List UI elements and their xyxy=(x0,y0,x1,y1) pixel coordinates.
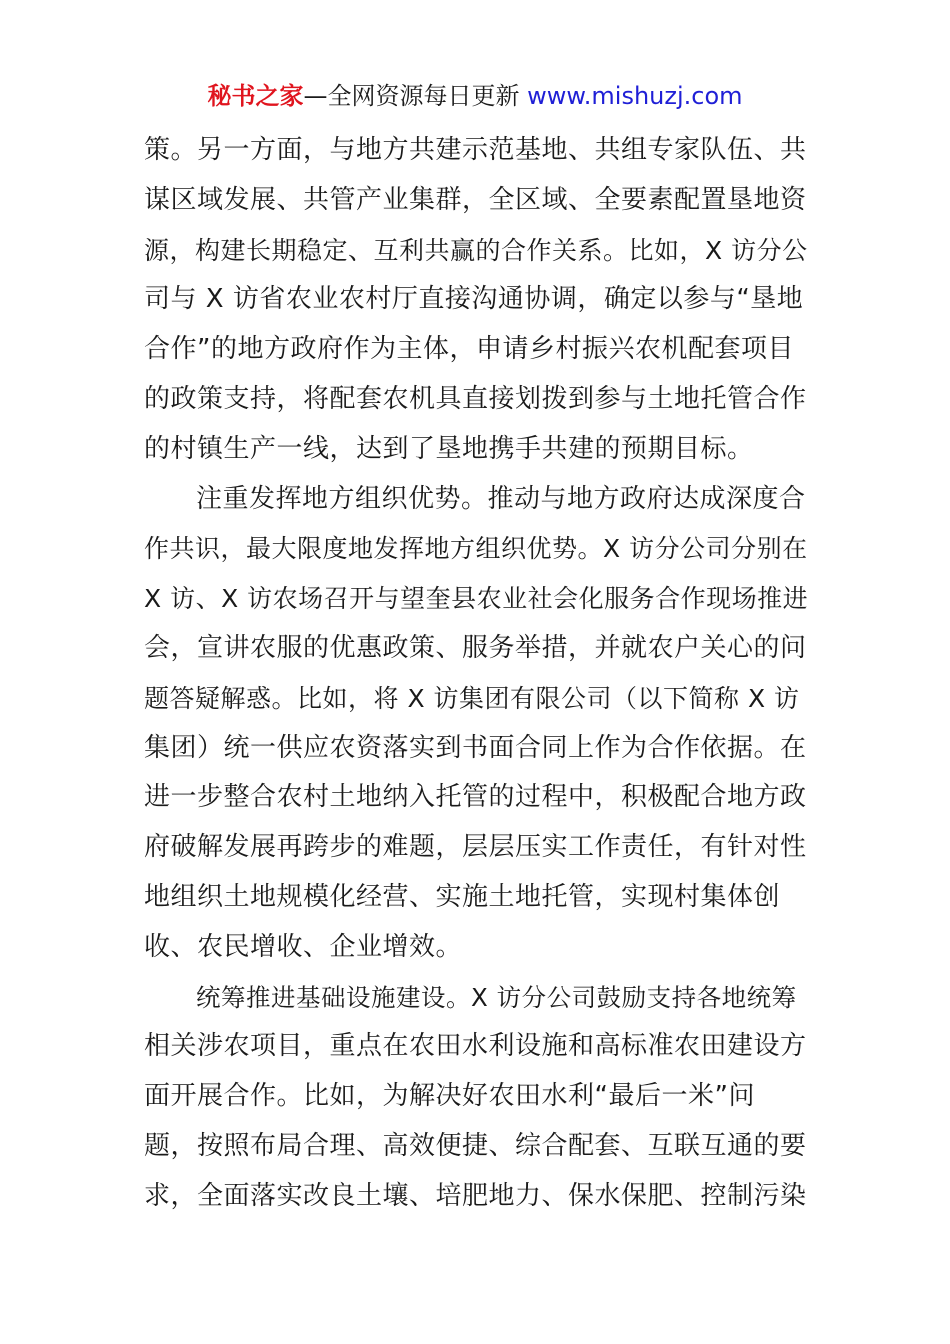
document-body xyxy=(144,126,808,1222)
text-line: 府破解发展再跨步的难题，层层压实工作责任，有针对性 xyxy=(144,832,807,863)
site-tagline: —全网资源每日更新 xyxy=(303,82,528,110)
text-line: 集团）统一供应农资落实到书面合同上作为合作依据。在 xyxy=(144,732,807,763)
text-line: 地组织土地规模化经营、实施土地托管，实现村集体创 xyxy=(144,881,781,912)
text-line: 收、农民增收、企业增效。 xyxy=(144,931,463,962)
text-line: 求，全面落实改良土壤、培肥地力、保水保肥、控制污染 xyxy=(144,1180,807,1211)
text-line: 策。另一方面，与地方共建示范基地、共组专家队伍、共 xyxy=(144,135,807,165)
text-line: 的村镇生产一线，达到了垦地携手共建的预期目标。 xyxy=(144,433,754,464)
text-line: 题答疑解惑。比如，将 X 访集团有限公司（以下简称 X 访 xyxy=(144,683,800,713)
paragraph-heading-line: 统筹推进基础设施建设。X 访分公司鼓励支持各地统筹 xyxy=(196,982,797,1012)
site-url-link[interactable]: www.mishuzj.com xyxy=(527,82,743,110)
text-line: 会，宣讲农服的优惠政策、服务举措，并就农户关心的问 xyxy=(144,632,807,663)
page-header xyxy=(0,80,950,112)
text-line: 题，按照布局合理、高效便捷、综合配套、互联互通的要 xyxy=(144,1130,807,1161)
text-line: 作共识，最大限度地发挥地方组织优势。X 访分公司分别在 xyxy=(144,534,808,564)
text-line: 进一步整合农村土地纳入托管的过程中，积极配合地方政 xyxy=(144,782,807,813)
text-line: 谋区域发展、共管产业集群，全区域、全要素配置垦地资 xyxy=(144,184,807,215)
text-line: 相关涉农项目，重点在农田水利设施和高标准农田建设方 xyxy=(144,1031,807,1062)
text-line: X 访、X 访农场召开与望奎县农业社会化服务合作现场推进 xyxy=(144,584,809,614)
text-line: 的政策支持，将配套农机具直接划拨到参与土地托管合作 xyxy=(144,383,807,414)
text-line: 合作”的地方政府作为主体，申请乡村振兴农机配套项目 xyxy=(144,334,794,365)
text-line: 面开展合作。比如，为解决好农田水利“最后一米”问 xyxy=(144,1081,755,1112)
text-line: 司与 X 访省农业农村厅直接沟通协调，确定以参与“垦地 xyxy=(144,284,804,315)
site-brand: 秘书之家 xyxy=(207,82,304,110)
paragraph-heading-line: 注重发挥地方组织优势。推动与地方政府达成深度合 xyxy=(196,483,806,514)
text-line: 源，构建长期稳定、互利共赢的合作关系。比如，X 访分公 xyxy=(144,235,808,265)
